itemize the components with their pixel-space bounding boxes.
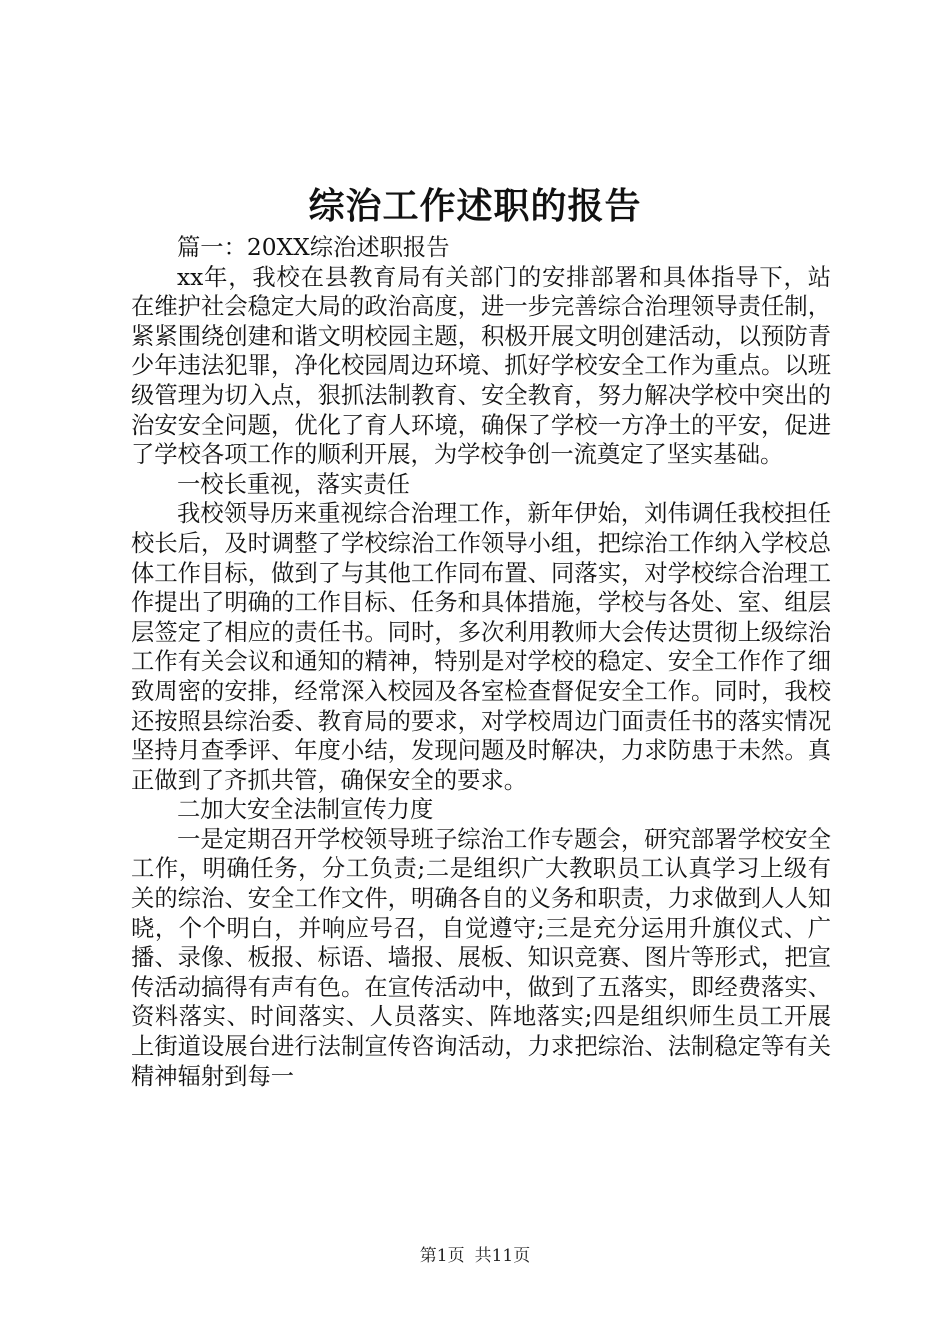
section-heading: 篇一：20XX综治述职报告 — [177, 234, 450, 261]
paragraph: 一是定期召开学校领导班子综治工作专题会，研究部署学校安全工作，明确任务，分工负责;二是组织广大教职员工认真学习上级有关的综治、安全工作文件，明确各自的义务和职责，力求做到人人知晓，个个明白，并响应号召，自觉遵守;三是充分运用升旗仪式、广播、录像、板报、标语、墙报、展板、知识竞赛、图片等形式，把宣传活动搞得有声有色。在宣传活动中，做到了五落实，即经费落实、资料落实、时间落实、人员落实、阵地落实;四是组织师生员工开展上街道设展台进行法制宣传咨询活动，力求把综治、法制稳定等有关精神辐射到每一 — [131, 825, 831, 1090]
page-number: 第1页 — [419, 1246, 465, 1266]
document-body — [131, 233, 831, 1091]
paragraph: 我校领导历来重视综合治理工作，新年伊始，刘伟调任我校担任校长后，及时调整了学校综治工作领导小组，把综治工作纳入学校总体工作目标，做到了与其他工作同布置、同落实，对学校综合治理工作提出了明确的工作目标、任务和具体措施，学校与各处、室、组层层签定了相应的责任书。同时，多次利用教师大会传达贯彻上级综治工作有关会议和通知的精神，特别是对学校的稳定、安全工作作了细致周密的安排，经常深入校园及各室检查督促安全工作。同时，我校还按照县综治委、教育局的要求，对学校周边门面责任书的落实情况坚持月查季评、年度小结，发现问题及时解决，力求防患于未然。真正做到了齐抓共管，确保安全的要求。 — [131, 500, 831, 794]
section-heading: 一校长重视，落实责任 — [177, 470, 410, 498]
paragraph: xx年，我校在县教育局有关部门的安排部署和具体指导下，站在维护社会稳定大局的政治高度，进一步完善综合治理领导责任制，紧紧围绕创建和谐文明校园主题，积极开展文明创建活动，以预防青少年违法犯罪，净化校园周边环境、抓好学校安全工作为重点。以班级管理为切入点，狠抓法制教育、安全教育，努力解决学校中突出的治安安全问题，优化了育人环境，确保了学校一方净土的平安，促进了学校各项工作的顺利开展，为学校争创一流奠定了坚实基础。 — [131, 263, 831, 469]
page-footer — [0, 1245, 950, 1267]
page-total: 共11页 — [474, 1246, 531, 1266]
section-heading: 二加大安全法制宣传力度 — [177, 796, 434, 824]
document-title: 综治工作述职的报告 — [308, 186, 642, 227]
